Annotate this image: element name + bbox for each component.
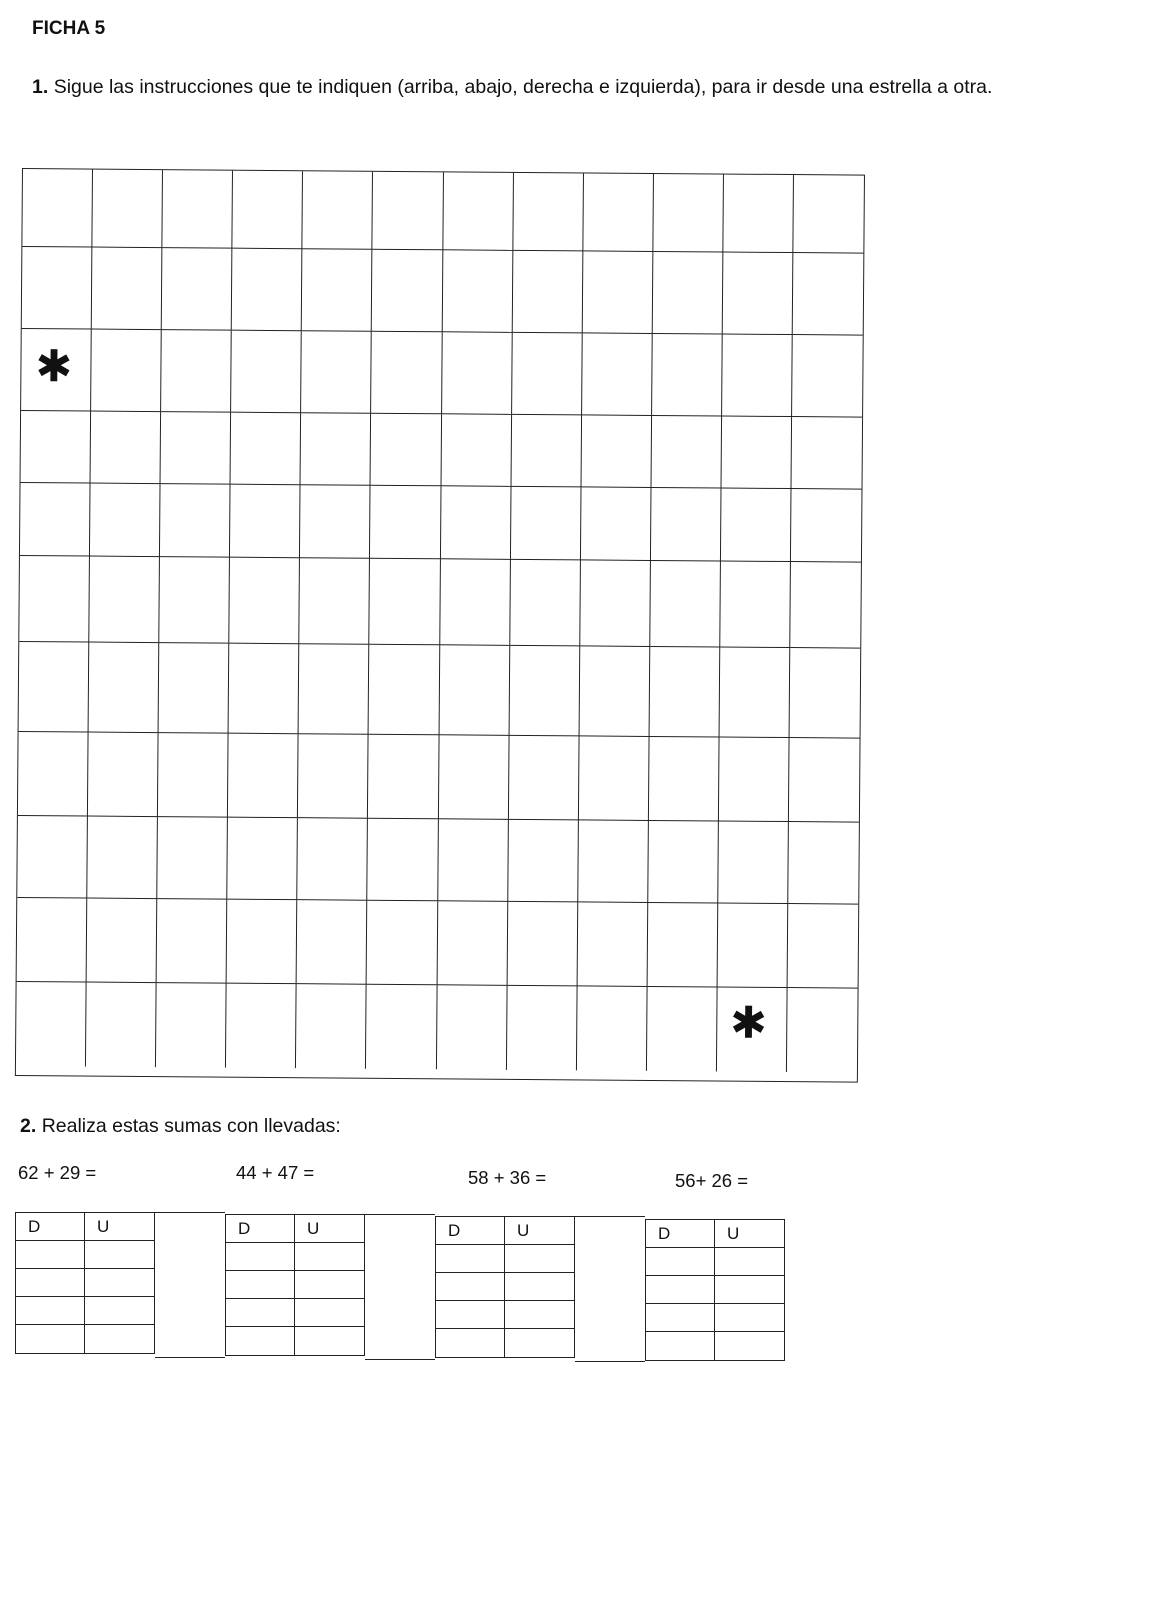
grid-cell (652, 252, 723, 335)
grid-cell (512, 251, 583, 334)
units-answer-cell[interactable] (295, 1243, 364, 1270)
grid-cell (717, 903, 788, 988)
tens-answer-cell[interactable] (226, 1299, 295, 1326)
grid-cell (231, 413, 302, 486)
grid-cell (299, 644, 370, 735)
units-answer-cell[interactable] (295, 1327, 364, 1355)
table-row (16, 1325, 154, 1353)
grid-cell (157, 899, 228, 984)
grid-cell (440, 486, 511, 560)
grid-cell (793, 253, 864, 336)
tens-answer-cell[interactable] (226, 1243, 295, 1270)
grid-cell (511, 415, 582, 488)
sum-expression-1: 62 + 29 = (18, 1162, 97, 1183)
table-row (436, 1329, 574, 1357)
grid-cell (440, 559, 511, 646)
grid-cell (19, 556, 90, 643)
tens-answer-cell[interactable] (646, 1248, 715, 1275)
start-star-icon: ✱ (35, 341, 73, 393)
grid-cell (301, 413, 372, 486)
units-answer-cell[interactable] (505, 1301, 574, 1328)
grid-cell (653, 174, 724, 253)
sum-expression-2: 44 + 47 = (236, 1162, 315, 1183)
units-answer-cell[interactable] (85, 1241, 154, 1268)
grid-cell (793, 175, 864, 254)
grid-cell (370, 559, 441, 646)
grid-cell (509, 646, 580, 737)
table-row (226, 1271, 364, 1299)
units-header: U (727, 1224, 740, 1243)
grid-cell (366, 985, 437, 1070)
grid-cell (441, 414, 512, 487)
tens-answer-cell[interactable] (646, 1276, 715, 1303)
grid-cell (438, 819, 509, 902)
tens-units-table-2 (225, 1214, 365, 1356)
grid-cell (302, 249, 373, 332)
grid-cell (159, 643, 230, 734)
grid-cell (789, 738, 860, 823)
tens-answer-cell[interactable] (436, 1301, 505, 1328)
grid-cell (161, 330, 232, 413)
tens-answer-cell[interactable] (436, 1329, 505, 1357)
tens-units-table-3 (435, 1216, 575, 1358)
table-row (646, 1248, 784, 1276)
table-row (646, 1276, 784, 1304)
table-row (226, 1243, 364, 1271)
grid-cell (227, 900, 298, 985)
grid-cell (162, 248, 233, 331)
grid-cell (163, 170, 234, 249)
grid-cell (91, 330, 162, 413)
tens-answer-cell[interactable] (16, 1241, 85, 1268)
grid-cell (90, 484, 161, 558)
grid-cell (508, 820, 579, 903)
tens-units-table-4 (645, 1219, 785, 1361)
tens-answer-cell[interactable] (226, 1271, 295, 1298)
grid-cell (792, 335, 863, 418)
grid-cell (232, 249, 303, 332)
grid-cell (17, 816, 88, 899)
tens-answer-cell[interactable] (646, 1332, 715, 1360)
grid-cell (17, 898, 88, 983)
grid-cell (439, 645, 510, 736)
tens-answer-cell[interactable] (436, 1245, 505, 1272)
units-answer-cell[interactable] (85, 1269, 154, 1296)
grid-cell (789, 648, 860, 739)
exercise-1-text: Sigue las instrucciones que te indiquen (arriba, abajo, derecha e izquierda), para ir desde una estrella a otra. (53, 76, 993, 98)
tens-header: D (16, 1213, 85, 1240)
grid-cell (443, 172, 514, 251)
grid-cell (368, 819, 439, 902)
tens-answer-cell[interactable] (16, 1325, 85, 1353)
grid-cell (229, 644, 300, 735)
table-row (16, 1241, 154, 1269)
grid-cell (158, 733, 229, 818)
grid-cell (717, 987, 788, 1072)
grid-cell (787, 988, 858, 1073)
table-header-row (226, 1215, 364, 1243)
grid-cell (648, 821, 719, 904)
grid-cell (303, 171, 374, 250)
grid-cell (582, 333, 653, 416)
grid-cell (91, 412, 162, 485)
grid-cell (368, 735, 439, 820)
grid-cell (442, 250, 513, 333)
grid-cell (577, 902, 648, 987)
grid-cell (507, 902, 578, 987)
grid-cell (157, 817, 228, 900)
tens-header: D (226, 1215, 295, 1242)
units-answer-cell[interactable] (505, 1245, 574, 1272)
grid-cell (510, 560, 581, 647)
grid-cell (92, 170, 163, 249)
exercise-2-number: 2. (20, 1115, 37, 1137)
grid-cell (373, 172, 444, 251)
units-answer-cell[interactable] (715, 1304, 784, 1331)
grid-cell (513, 173, 584, 252)
grid-cell (578, 820, 649, 903)
direction-grid (15, 168, 865, 1083)
grid-cell (583, 173, 654, 252)
grid-cell (649, 647, 720, 738)
grid-cell (160, 484, 231, 558)
grid-cell (579, 646, 650, 737)
grid-cell (296, 984, 367, 1069)
units-header: U (517, 1221, 530, 1240)
grid-cell (297, 900, 368, 985)
grid-cell (649, 737, 720, 822)
grid-cell (22, 247, 93, 330)
grid-cell (791, 489, 862, 563)
grid-cell (718, 821, 789, 904)
table-separator (155, 1212, 225, 1358)
grid-cell (582, 251, 653, 334)
grid-cell (18, 732, 89, 817)
grid-cell (512, 333, 583, 416)
tens-header: D (646, 1220, 715, 1247)
grid-cell (161, 412, 232, 485)
grid-cell (87, 899, 158, 984)
tens-answer-cell[interactable] (16, 1297, 85, 1324)
units-answer-cell[interactable] (715, 1248, 784, 1275)
grid-cell (21, 411, 92, 484)
exercise-2-instruction (20, 1115, 341, 1138)
grid-cell (371, 414, 442, 487)
tens-answer-cell[interactable] (16, 1269, 85, 1296)
tens-header: D (436, 1217, 505, 1244)
grid-cell (508, 736, 579, 821)
grid-cell (89, 643, 160, 734)
grid-cell (442, 332, 513, 415)
grid-cell (651, 416, 722, 489)
grid-cell (89, 557, 160, 644)
grid-cell (436, 985, 507, 1070)
grid-cell (231, 331, 302, 414)
grid-cell (159, 557, 230, 644)
grid-cell (233, 171, 304, 250)
grid-cell (581, 487, 652, 561)
grid-cell (790, 562, 861, 649)
exercise-1-number: 1. (32, 76, 49, 98)
table-row (646, 1304, 784, 1332)
table-row (226, 1327, 364, 1355)
grid-cell (369, 645, 440, 736)
units-answer-cell[interactable] (505, 1273, 574, 1300)
tens-answer-cell[interactable] (646, 1304, 715, 1331)
grid-cell (19, 642, 90, 733)
table-separator (575, 1216, 645, 1362)
table-row (436, 1301, 574, 1329)
page-title: FICHA 5 (32, 18, 106, 39)
units-header: U (307, 1219, 320, 1238)
table-separator (365, 1214, 435, 1360)
units-answer-cell[interactable] (295, 1271, 364, 1298)
grid-cell (722, 335, 793, 418)
grid-cell (372, 250, 443, 333)
table-header-row (646, 1220, 784, 1248)
table-row (226, 1299, 364, 1327)
grid-cell (581, 415, 652, 488)
grid-cell (22, 169, 93, 248)
grid-cell (371, 332, 442, 415)
sum-expression-3: 58 + 36 = (468, 1167, 547, 1188)
grid-cell (298, 734, 369, 819)
grid-cell (720, 562, 791, 649)
grid-cell (438, 735, 509, 820)
units-answer-cell[interactable] (85, 1297, 154, 1324)
grid-cell (88, 733, 159, 818)
grid-cell (721, 489, 792, 563)
grid-cell (228, 734, 299, 819)
grid-cell (226, 984, 297, 1069)
grid-cell (228, 818, 299, 901)
units-answer-cell[interactable] (715, 1276, 784, 1303)
exercise-1-instruction (32, 76, 992, 99)
grid-cell (367, 901, 438, 986)
table-header-row (436, 1217, 574, 1245)
units-answer-cell[interactable] (505, 1329, 574, 1357)
table-row (16, 1269, 154, 1297)
grid-cell (230, 485, 301, 559)
grid-cell (370, 486, 441, 560)
grid-cell (788, 822, 859, 905)
grid-cell (791, 417, 862, 490)
grid-cell (87, 817, 158, 900)
grid-cell (16, 982, 87, 1067)
grid-cell (511, 487, 582, 561)
grid-cell (719, 737, 790, 822)
grid-cell (507, 986, 578, 1071)
grid-cell (92, 248, 163, 331)
tens-answer-cell[interactable] (436, 1273, 505, 1300)
sum-expression-4: 56+ 26 = (675, 1170, 749, 1191)
grid-cell (652, 334, 723, 417)
table-header-row (16, 1213, 154, 1241)
grid-cell (437, 901, 508, 986)
table-row (16, 1297, 154, 1325)
units-answer-cell[interactable] (715, 1332, 784, 1360)
grid-cell (230, 558, 301, 645)
grid-cell (156, 983, 227, 1068)
grid-cell (21, 329, 92, 412)
grid-cell (20, 483, 91, 557)
units-header: U (97, 1217, 110, 1236)
grid-cell (719, 647, 790, 738)
grid-cell (787, 904, 858, 989)
table-row (436, 1245, 574, 1273)
tens-answer-cell[interactable] (226, 1327, 295, 1355)
units-answer-cell[interactable] (295, 1299, 364, 1326)
grid-cell (298, 818, 369, 901)
grid-cell (301, 331, 372, 414)
grid-cell (86, 983, 157, 1068)
grid-cell (721, 417, 792, 490)
grid-cell (647, 903, 718, 988)
tens-units-table-1 (15, 1212, 155, 1354)
grid-cell (580, 560, 651, 647)
table-row (646, 1332, 784, 1360)
grid-cell (300, 485, 371, 559)
table-row (436, 1273, 574, 1301)
grid-cell (650, 561, 721, 648)
end-star-icon: ✱ (729, 997, 768, 1049)
grid-cell (300, 558, 371, 645)
grid-cell (579, 736, 650, 821)
grid-cell (723, 253, 794, 336)
units-answer-cell[interactable] (85, 1325, 154, 1353)
grid-cell (651, 488, 722, 562)
grid-cell (723, 175, 794, 254)
grid-cell (577, 986, 648, 1071)
grid-cell (647, 987, 718, 1072)
exercise-2-text: Realiza estas sumas con llevadas: (41, 1115, 341, 1137)
